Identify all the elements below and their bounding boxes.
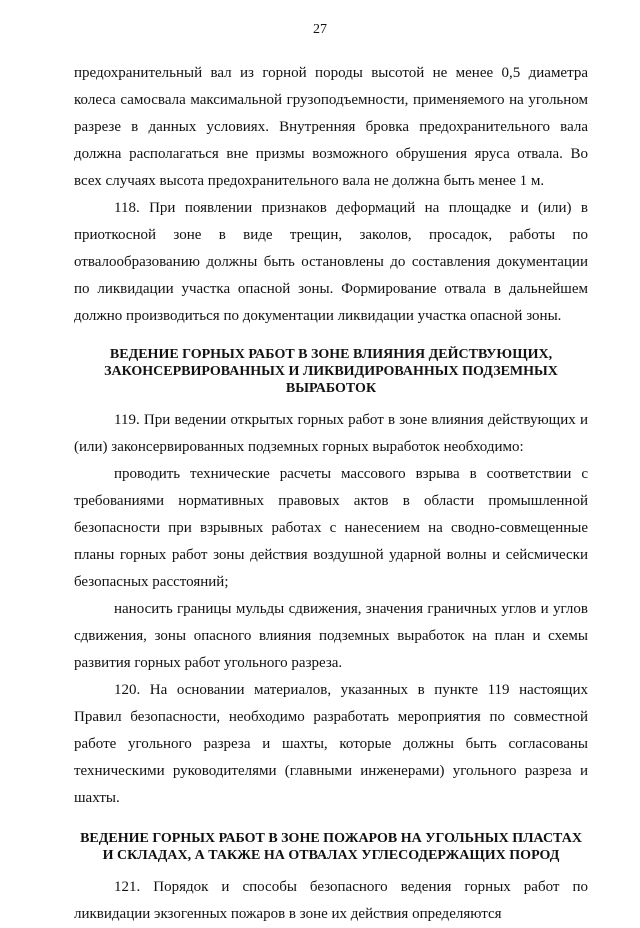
document-body (74, 60, 588, 928)
heading-line: ВЕДЕНИЕ ГОРНЫХ РАБОТ В ЗОНЕ ВЛИЯНИЯ ДЕЙСТВУЮЩИХ, (109, 347, 553, 362)
page-number: 27 (313, 22, 327, 37)
paragraph-120: 120. На основании материалов, указанных в пункте 119 настоящих Правил безопасности, необходимо разработать мероприятия по совместной работе угольного разреза и шахты, которые должны быть согласованы техническими руководителями (главными инженерами) угольного разреза и шахты. (74, 682, 588, 806)
heading-line: ВЕДЕНИЕ ГОРНЫХ РАБОТ В ЗОНЕ ПОЖАРОВ НА УГОЛЬНЫХ ПЛАСТАХ (80, 831, 582, 846)
heading-line: ЗАКОНСЕРВИРОВАННЫХ И ЛИКВИДИРОВАННЫХ ПОДЗЕМНЫХ ВЫРАБОТОК (104, 364, 558, 396)
paragraph-118: 118. При появлении признаков деформаций на площадке и (или) в приоткосной зоне в виде трещин, заколов, просадок, работы по отвалообразованию должны быть остановлены до составления документации по ликвидации участка опасной зоны. Формирование отвала в дальнейшем должно производиться по документации ликвидации участка опасной зоны. (74, 200, 588, 324)
section-heading-underground-workings (74, 346, 588, 397)
paragraph-list-item: проводить технические расчеты массового взрыва в соответствии с требованиями нормативных правовых актов в области промышленной безопасности при взрывных работах с нанесением на сводно-совмещенные планы горных работ зоны действия воздушной ударной волны и сейсмически безопасных расстояний; (74, 466, 588, 590)
section-heading-fire-zones (74, 830, 588, 864)
paragraph-121: 121. Порядок и способы безопасного ведения горных работ по ликвидации экзогенных пожаров в зоне их действия определяются (74, 879, 588, 922)
paragraph-119: 119. При ведении открытых горных работ в зоне влияния действующих и (или) законсервированных подземных горных выработок необходимо: (74, 412, 588, 455)
paragraph-continuation: предохранительный вал из горной породы высотой не менее 0,5 диаметра колеса самосвала максимальной грузоподъемности, применяемого на угольном разрезе в данных условиях. Внутренняя бровка предохранительного вала должна располагаться вне призмы возможного обрушения яруса отвала. Во всех случаях высота предохранительного вала не должна быть менее 1 м. (74, 65, 588, 189)
heading-line: И СКЛАДАХ, А ТАКЖЕ НА ОТВАЛАХ УГЛЕСОДЕРЖАЩИХ ПОРОД (102, 848, 560, 863)
paragraph-list-item: наносить границы мульды сдвижения, значения граничных углов и углов сдвижения, зоны опасного влияния подземных выработок на план и схемы развития горных работ угольного разреза. (74, 601, 588, 671)
